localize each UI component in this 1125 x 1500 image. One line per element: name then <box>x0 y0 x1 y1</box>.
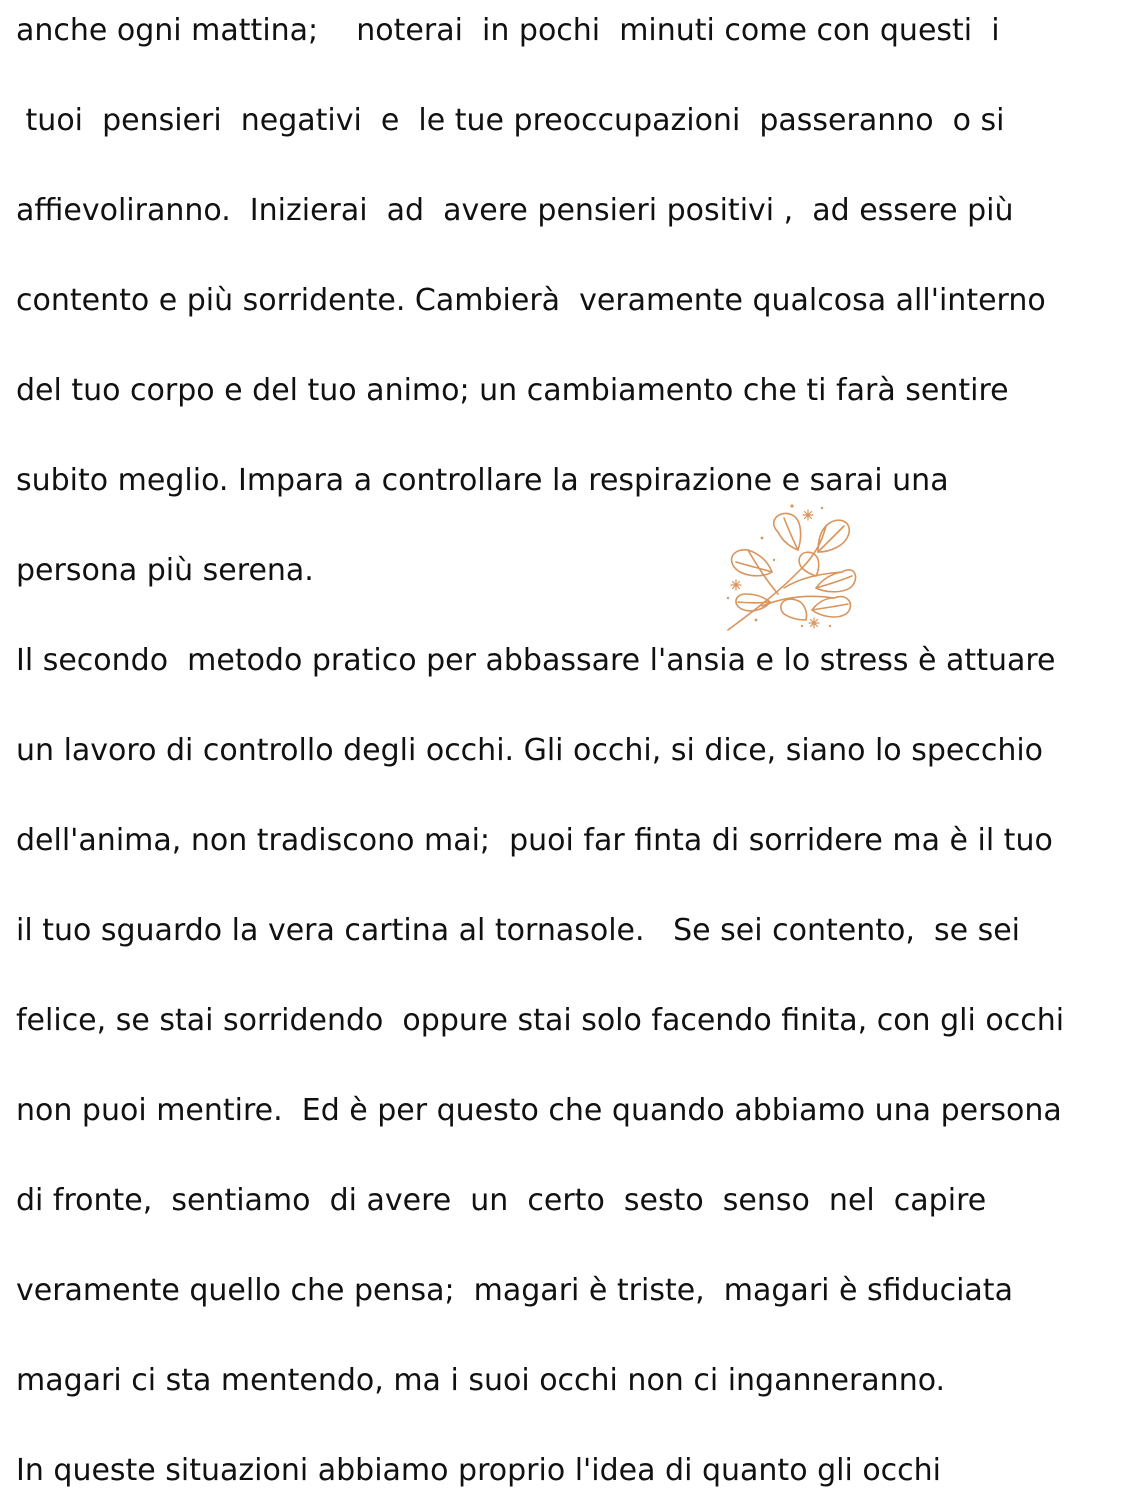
text-line-10: dell'anima, non tradiscono mai; puoi far finta di sorridere ma è il tuo <box>16 823 1053 858</box>
text-line-16: magari ci sta mentendo, ma i suoi occhi non ci inganneranno. <box>16 1363 946 1398</box>
text-line-8: Il secondo metodo pratico per abbassare l'ansia e lo stress è attuare <box>16 643 1056 678</box>
text-line-17: In queste situazioni abbiamo proprio l'idea di quanto gli occhi <box>16 1453 942 1488</box>
text-line-2: tuoi pensieri negativi e le tue preoccupazioni passeranno o si <box>16 103 1005 138</box>
text-line-4: contento e più sorridente. Cambierà veramente qualcosa all'interno <box>16 283 1046 318</box>
text-line-15: veramente quello che pensa; magari è triste, magari è sfiduciata <box>16 1273 1013 1308</box>
text-line-3: affievoliranno. Inizierai ad avere pensieri positivi , ad essere più <box>16 193 1014 228</box>
text-line-11: il tuo sguardo la vera cartina al tornasole. Se sei contento, se sei <box>16 913 1021 948</box>
floral-leaves-icon <box>722 502 858 634</box>
text-line-13: non puoi mentire. Ed è per questo che quando abbiamo una persona <box>16 1093 1062 1128</box>
text-line-12: felice, se stai sorridendo oppure stai solo facendo finita, con gli occhi <box>16 1003 1065 1038</box>
text-line-1: anche ogni mattina; noterai in pochi minuti come con questi i <box>16 13 1000 48</box>
text-line-14: di fronte, sentiamo di avere un certo sesto senso nel capire <box>16 1183 987 1218</box>
text-line-7: persona più serena. <box>16 553 314 588</box>
text-line-5: del tuo corpo e del tuo animo; un cambiamento che ti farà sentire <box>16 373 1009 408</box>
text-line-9: un lavoro di controllo degli occhi. Gli occhi, si dice, siano lo specchio <box>16 733 1044 768</box>
text-line-6: subito meglio. Impara a controllare la respirazione e sarai una <box>16 463 949 498</box>
